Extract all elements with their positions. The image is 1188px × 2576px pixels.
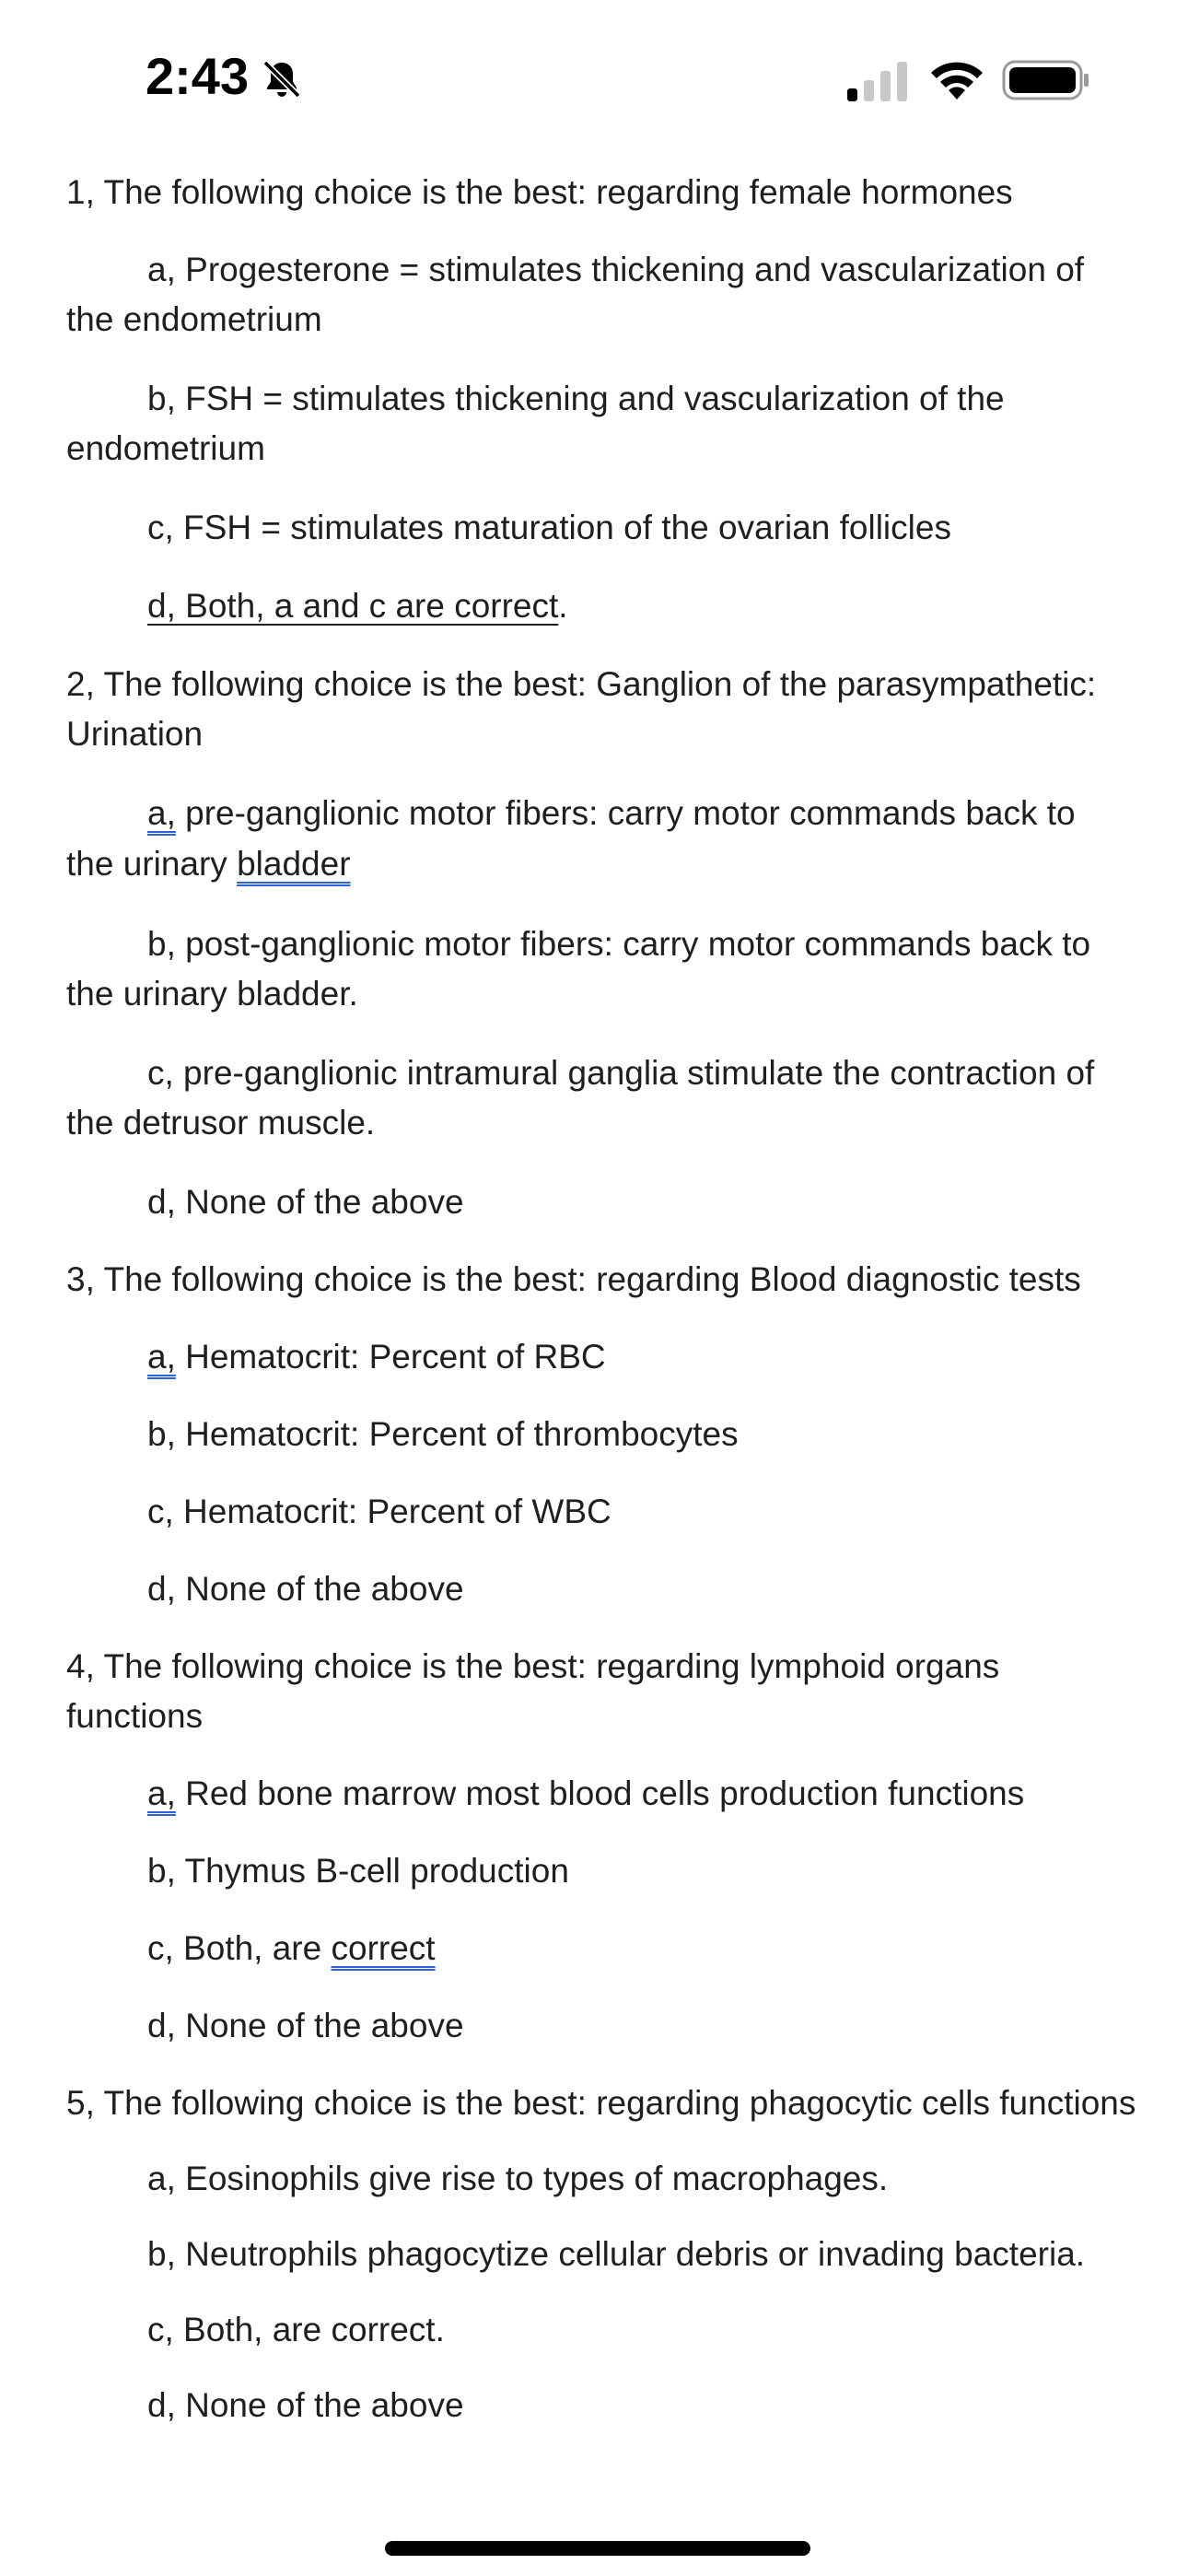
battery-icon	[1002, 59, 1090, 101]
question-3-option-d: d, None of the above	[147, 1570, 464, 1608]
question-2-stem-cont: Urination	[66, 715, 204, 753]
answer-underline: d, Both, a and c are correct	[147, 587, 559, 625]
option-line: endometrium	[66, 429, 265, 467]
question-5-option-b: b, Neutrophils phagocytize cellular debris or invading bacteria.	[147, 2235, 1086, 2273]
question-5-option-c: c, Both, are correct.	[147, 2311, 445, 2348]
bell-slash-icon	[260, 57, 304, 101]
question-5-stem: 5, The following choice is the best: regarding phagocytic cells functions	[66, 2084, 1136, 2122]
option-text: the urinary	[66, 845, 238, 883]
option-suffix: .	[558, 587, 568, 625]
question-4-option-a	[147, 1769, 1024, 1819]
question-1-stem: 1, The following choice is the best: regarding female hormones	[66, 173, 1013, 211]
option-line: b, post-ganglionic motor fibers: carry motor commands back to	[147, 925, 1091, 963]
option-line	[147, 789, 1076, 838]
grammar-flag[interactable]: bladder	[237, 845, 351, 883]
option-text: Hematocrit: Percent of RBC	[175, 1338, 606, 1376]
question-3-option-c: c, Hematocrit: Percent of WBC	[147, 1493, 611, 1530]
option-line: the urinary bladder.	[66, 975, 358, 1013]
question-1-option-c: c, FSH = stimulates maturation of the ovarian follicles	[147, 509, 951, 546]
question-4-stem-cont: functions	[66, 1697, 204, 1735]
home-indicator[interactable]	[385, 2541, 810, 2556]
question-5-option-a: a, Eosinophils give rise to types of macrophages.	[147, 2160, 889, 2197]
option-line	[66, 839, 351, 889]
question-5-option-d: d, None of the above	[147, 2386, 464, 2424]
grammar-flag[interactable]: a,	[147, 1338, 176, 1376]
wifi-icon	[928, 57, 985, 101]
option-line: the detrusor muscle.	[66, 1104, 376, 1142]
question-1-option-d	[147, 581, 568, 631]
question-4-option-c	[147, 1924, 436, 1973]
question-2-stem: 2, The following choice is the best: Ganglion of the parasympathetic:	[66, 665, 1097, 703]
option-text: pre-ganglionic motor fibers: carry motor commands back to	[175, 794, 1076, 832]
grammar-flag[interactable]: a,	[147, 1774, 176, 1812]
question-4-stem: 4, The following choice is the best: regarding lymphoid organs	[66, 1647, 1000, 1685]
status-time: 2:43	[146, 47, 250, 105]
question-3-stem: 3, The following choice is the best: regarding Blood diagnostic tests	[66, 1260, 1081, 1298]
grammar-flag[interactable]: a,	[147, 794, 176, 832]
question-3-option-b: b, Hematocrit: Percent of thrombocytes	[147, 1415, 739, 1453]
status-bar	[0, 0, 1188, 138]
grammar-flag[interactable]: correct	[331, 1929, 436, 1967]
option-text: Red bone marrow most blood cells production functions	[175, 1774, 1025, 1812]
question-4-option-b: b, Thymus B-cell production	[147, 1852, 569, 1890]
option-line: c, pre-ganglionic intramural ganglia stimulate the contraction of	[147, 1054, 1095, 1092]
question-2-option-d: d, None of the above	[147, 1183, 464, 1221]
question-3-option-a	[147, 1332, 606, 1382]
option-line: a, Progesterone = stimulates thickening and vascularization of	[147, 251, 1085, 288]
option-line: the endometrium	[66, 300, 322, 338]
cellular-signal-icon	[845, 61, 910, 101]
option-line: b, FSH = stimulates thickening and vascularization of the	[147, 380, 1005, 417]
question-4-option-d: d, None of the above	[147, 2007, 464, 2044]
option-text: c, Both, are	[147, 1929, 332, 1967]
